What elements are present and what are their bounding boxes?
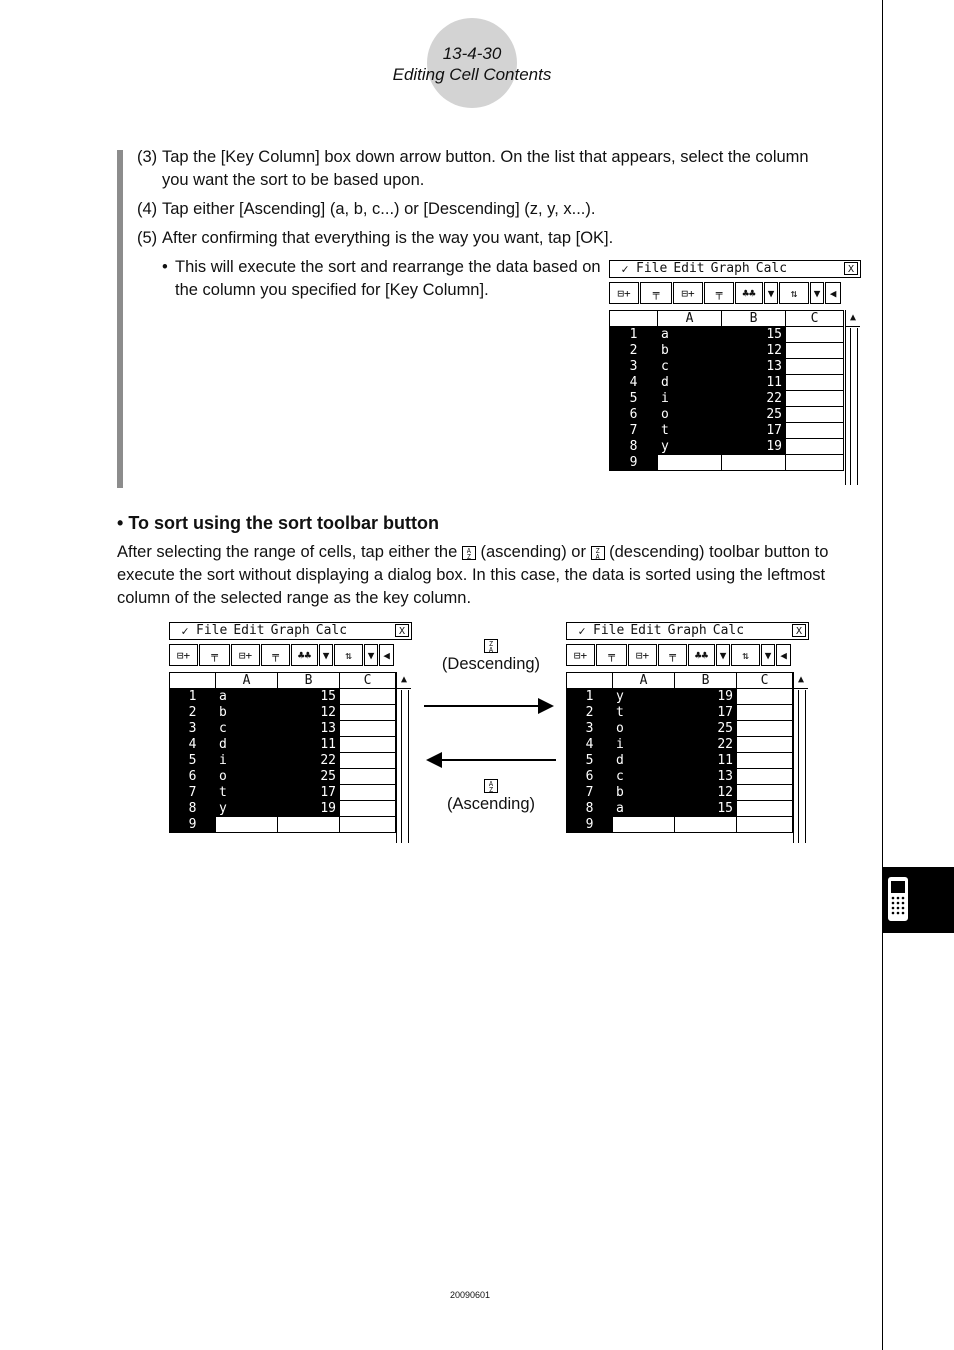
- grid-corner[interactable]: [567, 673, 613, 689]
- table-row: [610, 359, 844, 375]
- insert-column-icon[interactable]: ╤: [596, 644, 627, 666]
- cell-c[interactable]: [737, 753, 793, 769]
- column-header-a[interactable]: A: [216, 673, 278, 689]
- row-number[interactable]: 3: [170, 721, 216, 737]
- descending-sort-icon: Z A: [591, 546, 605, 560]
- close-icon[interactable]: X: [792, 624, 806, 637]
- scroll-up-icon[interactable]: ▲: [846, 310, 860, 327]
- dropdown-arrow-icon[interactable]: ▼: [716, 644, 730, 666]
- cell-a[interactable]: a: [216, 689, 278, 705]
- footer-code: 20090601: [449, 1290, 491, 1300]
- cell-b[interactable]: 13: [675, 769, 737, 785]
- column-header-c[interactable]: C: [786, 311, 844, 327]
- grid-corner[interactable]: [170, 673, 216, 689]
- table-row: [567, 785, 793, 801]
- cell-a[interactable]: c: [216, 721, 278, 737]
- sort-icon[interactable]: ⇅: [731, 644, 760, 666]
- cell-a[interactable]: d: [216, 737, 278, 753]
- menu-graph[interactable]: Graph: [270, 623, 310, 638]
- fill-down-icon[interactable]: ╤: [704, 282, 734, 304]
- cell-b[interactable]: 17: [278, 785, 340, 801]
- toolbar: [609, 282, 861, 306]
- row-number[interactable]: 3: [610, 359, 658, 375]
- bullet-mark: •: [162, 258, 168, 276]
- cell-b[interactable]: 22: [722, 391, 786, 407]
- menu-calc[interactable]: Calc: [755, 261, 788, 276]
- row-number[interactable]: 2: [170, 705, 216, 721]
- dropdown-arrow-icon[interactable]: ▼: [319, 644, 333, 666]
- table-row: [610, 391, 844, 407]
- cell-b[interactable]: 25: [722, 407, 786, 423]
- row-number[interactable]: 8: [170, 801, 216, 817]
- descending-label: (Descending): [441, 655, 541, 673]
- menu-file[interactable]: File: [593, 623, 625, 638]
- descending-label-group: [430, 636, 552, 674]
- vertical-scrollbar[interactable]: [396, 672, 412, 843]
- bullet-note: [162, 256, 602, 302]
- cell-c[interactable]: [786, 423, 844, 439]
- table-row: [567, 801, 793, 817]
- cell-a[interactable]: y: [216, 801, 278, 817]
- cell-a[interactable]: b: [216, 705, 278, 721]
- cell-c[interactable]: [737, 769, 793, 785]
- dropdown-arrow-icon[interactable]: ▼: [764, 282, 778, 304]
- cell-a[interactable]: c: [613, 769, 675, 785]
- menu-file[interactable]: File: [196, 623, 228, 638]
- cell-a[interactable]: y: [658, 439, 722, 455]
- scroll-track[interactable]: [798, 690, 806, 843]
- cell-b[interactable]: 15: [278, 689, 340, 705]
- scroll-track[interactable]: [401, 690, 409, 843]
- sort-icon[interactable]: ⇅: [334, 644, 363, 666]
- cell-a[interactable]: [613, 817, 675, 833]
- cell-b[interactable]: [722, 455, 786, 471]
- step-text: Tap the [Key Column] box down arrow button. On the list that appears, select the column you want the sort to be based upon.: [162, 148, 809, 189]
- menu-bar: [609, 260, 861, 278]
- row-number[interactable]: 5: [610, 391, 658, 407]
- row-number[interactable]: 6: [610, 407, 658, 423]
- menu-bar: [169, 622, 412, 640]
- cell-c[interactable]: [786, 327, 844, 343]
- cell-b[interactable]: 11: [722, 375, 786, 391]
- spreadsheet-grid: [169, 672, 396, 833]
- scroll-left-icon[interactable]: ◀: [825, 282, 841, 304]
- dropdown-arrow-icon[interactable]: ▼: [761, 644, 775, 666]
- row-number[interactable]: 2: [610, 343, 658, 359]
- heading-bullet: •: [117, 513, 124, 533]
- step-5: [137, 227, 827, 250]
- table-row: [610, 343, 844, 359]
- scroll-up-icon[interactable]: ▲: [794, 672, 808, 689]
- cell-c[interactable]: [340, 801, 396, 817]
- cell-a[interactable]: t: [613, 705, 675, 721]
- cell-c[interactable]: [786, 407, 844, 423]
- cell-b[interactable]: [278, 817, 340, 833]
- insert-row-icon[interactable]: ⊟+: [566, 644, 595, 666]
- cell-c[interactable]: [737, 785, 793, 801]
- body-part-3: (descending) toolbar button to execute the sort without displaying a dialog box. In this case, the data is sorted using the leftmost column of the selected range as the key column.: [117, 543, 829, 607]
- insert-row-icon[interactable]: ⊟+: [169, 644, 198, 666]
- step-number: (5): [137, 229, 158, 247]
- cell-c[interactable]: [737, 705, 793, 721]
- body-part-1: After selecting the range of cells, tap either the: [117, 543, 458, 561]
- scroll-track[interactable]: [850, 328, 858, 485]
- cell-b[interactable]: 22: [675, 737, 737, 753]
- calculator-icon: [882, 867, 954, 933]
- cell-c[interactable]: [737, 817, 793, 833]
- ascending-sort-icon: A Z: [484, 779, 498, 793]
- cell-c[interactable]: [737, 801, 793, 817]
- menu-check-icon[interactable]: ✓: [181, 624, 189, 638]
- dropdown-arrow-icon[interactable]: ▼: [364, 644, 378, 666]
- cell-a[interactable]: c: [658, 359, 722, 375]
- table-row: [567, 769, 793, 785]
- search-icon[interactable]: ♣♣: [291, 644, 318, 666]
- cell-a[interactable]: i: [658, 391, 722, 407]
- cell-c[interactable]: [786, 375, 844, 391]
- spreadsheet-screen-before: [169, 622, 412, 843]
- cell-a[interactable]: a: [658, 327, 722, 343]
- table-row: [170, 785, 396, 801]
- cell-a[interactable]: b: [613, 785, 675, 801]
- cell-b[interactable]: 15: [675, 801, 737, 817]
- table-row: [567, 689, 793, 705]
- step-text: After confirming that everything is the way you want, tap [OK].: [162, 229, 614, 247]
- menu-check-icon[interactable]: ✓: [621, 262, 629, 276]
- menu-check-icon[interactable]: ✓: [578, 624, 586, 638]
- grid-corner[interactable]: [610, 311, 658, 327]
- cell-c[interactable]: [340, 721, 396, 737]
- heading-text: To sort using the sort toolbar button: [128, 513, 439, 533]
- scroll-left-icon[interactable]: ◀: [379, 644, 394, 666]
- section-heading: [117, 513, 439, 534]
- table-row: [170, 817, 396, 833]
- cell-a[interactable]: o: [658, 407, 722, 423]
- cell-c[interactable]: [340, 737, 396, 753]
- row-number[interactable]: 9: [610, 455, 658, 471]
- table-row: [567, 817, 793, 833]
- menu-graph[interactable]: Graph: [667, 623, 707, 638]
- scroll-up-icon[interactable]: ▲: [397, 672, 411, 689]
- spreadsheet-grid: [566, 672, 793, 833]
- cell-c[interactable]: [737, 737, 793, 753]
- menu-edit[interactable]: Edit: [673, 261, 705, 276]
- table-row: [610, 455, 844, 471]
- step-3: [137, 146, 827, 192]
- menu-file[interactable]: File: [636, 261, 668, 276]
- cell-b[interactable]: 17: [675, 705, 737, 721]
- cell-c[interactable]: [340, 817, 396, 833]
- cell-b[interactable]: 12: [278, 705, 340, 721]
- fill-down-icon[interactable]: ╤: [658, 644, 687, 666]
- ascending-sort-icon: A Z: [462, 546, 476, 560]
- search-icon[interactable]: ♣♣: [688, 644, 715, 666]
- cell-b[interactable]: 19: [675, 689, 737, 705]
- cell-b[interactable]: 22: [278, 753, 340, 769]
- spreadsheet-screen-after: [566, 622, 809, 843]
- cell-b[interactable]: 11: [675, 753, 737, 769]
- row-number[interactable]: 8: [567, 801, 613, 817]
- row-number[interactable]: 5: [567, 753, 613, 769]
- table-row: [567, 721, 793, 737]
- table-row: [610, 375, 844, 391]
- table-row: [610, 407, 844, 423]
- insert-column-icon[interactable]: ╤: [199, 644, 230, 666]
- menu-calc[interactable]: Calc: [712, 623, 745, 638]
- table-row: [170, 801, 396, 817]
- row-number[interactable]: 1: [170, 689, 216, 705]
- page-number: 13-4-30: [442, 44, 502, 63]
- row-number[interactable]: 7: [567, 785, 613, 801]
- column-header-b[interactable]: B: [675, 673, 737, 689]
- row-number[interactable]: 9: [567, 817, 613, 833]
- cell-a[interactable]: [216, 817, 278, 833]
- cell-c[interactable]: [340, 753, 396, 769]
- row-number[interactable]: 9: [170, 817, 216, 833]
- sort-icon[interactable]: ⇅: [779, 282, 809, 304]
- cell-c[interactable]: [786, 343, 844, 359]
- toolbar: [566, 644, 809, 668]
- step-number: (4): [137, 200, 158, 218]
- note-bar: [117, 150, 123, 488]
- cell-c[interactable]: [786, 439, 844, 455]
- row-number[interactable]: 4: [170, 737, 216, 753]
- table-row: [567, 737, 793, 753]
- cell-b[interactable]: [675, 817, 737, 833]
- step-number: (3): [137, 148, 158, 166]
- cell-a[interactable]: a: [613, 801, 675, 817]
- cell-a[interactable]: t: [216, 785, 278, 801]
- right-arrow-icon: [422, 695, 556, 717]
- row-number[interactable]: 2: [567, 705, 613, 721]
- cell-a[interactable]: [658, 455, 722, 471]
- column-header-b[interactable]: B: [278, 673, 340, 689]
- table-row: [170, 737, 396, 753]
- cell-c[interactable]: [737, 721, 793, 737]
- column-header-b[interactable]: B: [722, 311, 786, 327]
- cell-c[interactable]: [786, 391, 844, 407]
- cell-b[interactable]: 17: [722, 423, 786, 439]
- bullet-text: This will execute the sort and rearrange the data based on the column you specified for [Key Column].: [175, 258, 601, 299]
- cell-a[interactable]: i: [216, 753, 278, 769]
- menu-edit[interactable]: Edit: [233, 623, 265, 638]
- cell-a[interactable]: y: [613, 689, 675, 705]
- row-number[interactable]: 1: [567, 689, 613, 705]
- descending-sort-icon: Z A: [484, 639, 498, 653]
- scroll-left-icon[interactable]: ◀: [776, 644, 791, 666]
- insert-cell-icon[interactable]: ⊟+: [673, 282, 703, 304]
- cell-b[interactable]: 25: [675, 721, 737, 737]
- cell-b[interactable]: 12: [722, 343, 786, 359]
- cell-c[interactable]: [340, 689, 396, 705]
- table-row: [567, 705, 793, 721]
- table-row: [170, 689, 396, 705]
- insert-column-icon[interactable]: ╤: [640, 282, 672, 304]
- row-number[interactable]: 6: [170, 769, 216, 785]
- cell-b[interactable]: 12: [675, 785, 737, 801]
- left-arrow-icon: [424, 749, 558, 771]
- insert-row-icon[interactable]: ⊟+: [609, 282, 639, 304]
- search-icon[interactable]: ♣♣: [735, 282, 763, 304]
- column-header-a[interactable]: A: [613, 673, 675, 689]
- row-number[interactable]: 6: [567, 769, 613, 785]
- row-number[interactable]: 4: [567, 737, 613, 753]
- side-tab: [882, 867, 954, 933]
- table-row: [610, 439, 844, 455]
- spreadsheet-grid: [609, 310, 844, 471]
- menu-calc[interactable]: Calc: [315, 623, 348, 638]
- cell-c[interactable]: [340, 785, 396, 801]
- cell-c[interactable]: [786, 455, 844, 471]
- ascending-label: (Ascending): [446, 795, 536, 813]
- cell-c[interactable]: [340, 769, 396, 785]
- row-number[interactable]: 5: [170, 753, 216, 769]
- cell-a[interactable]: b: [658, 343, 722, 359]
- section-title: Editing Cell Contents: [392, 65, 552, 84]
- close-icon[interactable]: X: [395, 624, 409, 637]
- column-header-c[interactable]: C: [340, 673, 396, 689]
- ascending-label-group: [430, 776, 552, 814]
- table-row: [567, 753, 793, 769]
- row-number[interactable]: 4: [610, 375, 658, 391]
- column-header-a[interactable]: A: [658, 311, 722, 327]
- table-row: [170, 705, 396, 721]
- cell-b[interactable]: 13: [722, 359, 786, 375]
- table-row: [610, 423, 844, 439]
- cell-b[interactable]: 25: [278, 769, 340, 785]
- row-number[interactable]: 3: [567, 721, 613, 737]
- cell-c[interactable]: [786, 359, 844, 375]
- cell-c[interactable]: [340, 705, 396, 721]
- cell-b[interactable]: 19: [278, 801, 340, 817]
- cell-a[interactable]: t: [658, 423, 722, 439]
- row-number[interactable]: 7: [610, 423, 658, 439]
- menu-bar: [566, 622, 809, 640]
- insert-cell-icon[interactable]: ⊟+: [628, 644, 657, 666]
- cell-a[interactable]: o: [613, 721, 675, 737]
- column-header-c[interactable]: C: [737, 673, 793, 689]
- row-number[interactable]: 1: [610, 327, 658, 343]
- section-body: [117, 541, 857, 610]
- fill-down-icon[interactable]: ╤: [261, 644, 290, 666]
- dropdown-arrow-icon[interactable]: ▼: [810, 282, 824, 304]
- step-4: [137, 198, 827, 221]
- table-row: [610, 327, 844, 343]
- row-number[interactable]: 8: [610, 439, 658, 455]
- cell-a[interactable]: d: [658, 375, 722, 391]
- row-number[interactable]: 7: [170, 785, 216, 801]
- cell-a[interactable]: o: [216, 769, 278, 785]
- cell-c[interactable]: [737, 689, 793, 705]
- margin-line: [882, 0, 883, 1350]
- close-icon[interactable]: X: [844, 262, 858, 275]
- table-row: [170, 721, 396, 737]
- table-row: [170, 753, 396, 769]
- menu-graph[interactable]: Graph: [710, 261, 750, 276]
- step-text: Tap either [Ascending] (a, b, c...) or [Descending] (z, y, x...).: [162, 200, 596, 218]
- table-row: [170, 769, 396, 785]
- cell-b[interactable]: 11: [278, 737, 340, 753]
- cell-a[interactable]: d: [613, 753, 675, 769]
- body-part-2: (ascending) or: [480, 543, 586, 561]
- spreadsheet-screen-result: [609, 260, 861, 488]
- cell-a[interactable]: i: [613, 737, 675, 753]
- vertical-scrollbar[interactable]: [793, 672, 809, 843]
- cell-b[interactable]: 19: [722, 439, 786, 455]
- insert-cell-icon[interactable]: ⊟+: [231, 644, 260, 666]
- cell-b[interactable]: 15: [722, 327, 786, 343]
- toolbar: [169, 644, 412, 668]
- menu-edit[interactable]: Edit: [630, 623, 662, 638]
- vertical-scrollbar[interactable]: [845, 310, 861, 485]
- cell-b[interactable]: 13: [278, 721, 340, 737]
